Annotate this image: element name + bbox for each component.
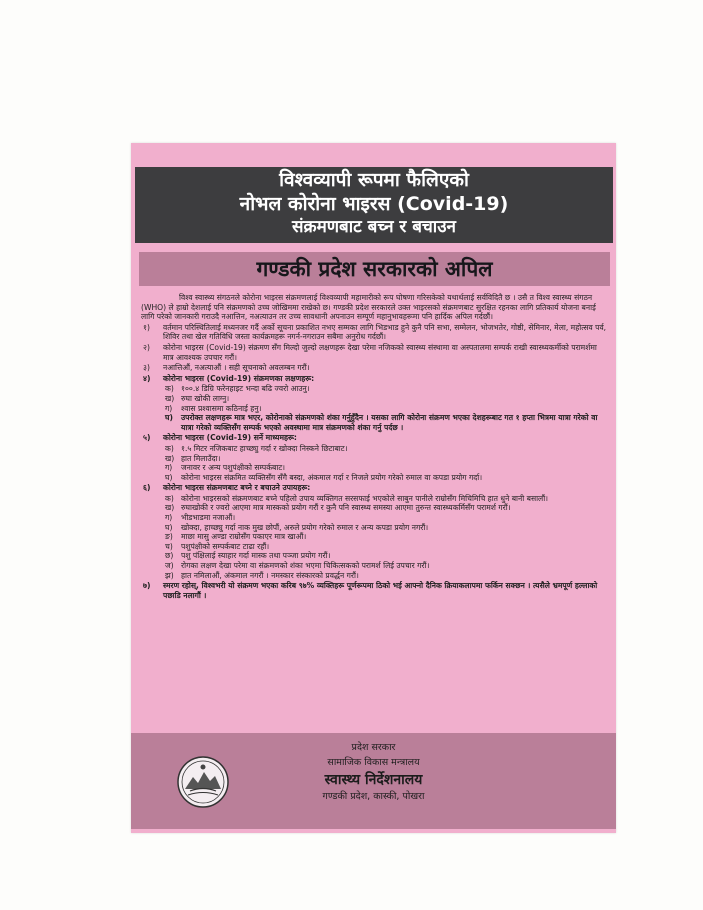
item-marker: घ)	[165, 472, 173, 482]
point-number: ४)	[143, 373, 151, 383]
item-marker: छ)	[165, 551, 174, 561]
point-text: कोरोना भाइरस (Covid-19) सर्ने माध्यमहरू:	[163, 433, 297, 443]
prevention-item	[141, 542, 609, 552]
symptom-item	[141, 404, 609, 414]
item-text: कोरोना भाइरस संक्रमित व्यक्तिसँग सँगै बस्दा, अंकमाल गर्दा र निजले प्रयोग गरेको रुमाल वा कपडा प्रयोग गर्दा।	[181, 472, 483, 482]
item-text: रोगका लक्षण देखा परेमा वा संक्रमणको शंका भएमा चिकित्सकको परामर्श लिई उपचार गरौं।	[181, 561, 430, 571]
item-text: कोरोना भाइरसको संक्रमणबाट बच्ने पहिलो उपाय व्यक्तिगत सरसफाई भएकोले साबुन पानीले राम्रोसँग मिचिमिचि हात धुने बानी बसालौं।	[181, 493, 549, 503]
point-text: नआत्तिऔं, नअत्याऔं । सही सूचनाको अवलम्बन गरौं।	[163, 363, 310, 373]
item-text: पशु पंक्षिलाई स्याहार गर्दा मास्क तथा पञ्जा प्रयोग गरौं।	[181, 551, 331, 561]
item-text: श्वास प्रश्वासमा कठिनाई हनु।	[181, 403, 262, 413]
item-marker: क)	[165, 493, 174, 503]
point-7	[141, 581, 609, 600]
item-text: माछा मासु अण्डा राम्रोसँग पकाएर मात्र खाऔं।	[181, 532, 307, 542]
item-text: जनावर र अन्य पशुपंक्षीको सम्पर्कबाट।	[181, 463, 286, 473]
symptom-item	[141, 413, 609, 432]
item-marker: ज)	[165, 561, 174, 571]
transmission-item	[141, 463, 609, 473]
item-text: भीडभाडमा नजाऔं।	[181, 513, 236, 523]
symptom-item	[141, 394, 609, 404]
item-marker: झ)	[165, 570, 174, 580]
point-number: ७)	[143, 581, 151, 591]
item-marker: ग)	[165, 513, 173, 523]
item-text: उपरोक्त लक्षणहरू मात्र भएर, कोरोनाको संक्रमणको शंका गर्नुहुँदैन । यसका लागि कोरोना संक्रमण भएका देशहरूबाट गत १ हप्ता भित्रमा यात्रा गरेको वा यात्रा गरेको व्यक्तिसँग सम्पर्क भएको अवस्थामा मात्र संक्रमणको शंका गर्नु पर्दछ ।	[181, 413, 598, 432]
item-text: १००.४ डिग्रि फरेनहाइट भन्दा बढि ज्वरो आउनु।	[181, 384, 310, 394]
item-text: खोक्दा, हाच्छ्यु गर्दा नाक मुख छोपौं, अरुले प्रयोग गरेको रुमाल र अन्य कपडा प्रयोग नगरौं।	[181, 522, 429, 532]
symptoms-heading	[141, 374, 609, 384]
prevention-item	[141, 561, 609, 571]
poster	[131, 143, 616, 833]
point-2	[141, 343, 609, 362]
point-text: कोरोना भाइरस संक्रमणबाट बच्ने र बचाउने उपायहरू:	[163, 483, 311, 493]
item-marker: ग)	[165, 403, 173, 413]
prevention-item	[141, 571, 609, 581]
prevention-item	[141, 494, 609, 504]
point-number: ६)	[143, 483, 151, 493]
appeal-title: गण्डकी प्रदेश सरकारको अपिल	[139, 252, 610, 286]
transmission-item	[141, 444, 609, 454]
point-1	[141, 323, 609, 342]
item-text: १.५ मिटर नजिकबाट हाच्छ्यु गर्दा र खोक्दा निस्कने छिटाबाट।	[181, 443, 348, 453]
header-line-1: विश्वव्यापी रूपमा फैलिएको	[279, 169, 469, 191]
item-marker: क)	[165, 443, 174, 453]
prevention-item	[141, 513, 609, 523]
footer-line-4: गण्डकी प्रदेश, कास्की, पोखरा	[322, 791, 425, 802]
item-text: पशुपंक्षीको सम्पर्कबाट टाढा रहौं।	[181, 541, 270, 551]
item-text: हात नमिलाऔं, अंकमाल नगरौं । नमस्कार संस्कारको प्रवर्द्धन गरौं।	[181, 570, 359, 580]
transmission-item	[141, 473, 609, 483]
point-text: वर्तमान परिस्थितिलाई मध्यनजर गर्दै अर्को सूचना प्रकाशित नभए सम्मका लागि भिडभाड हुने कुनै पनि सभा, सम्मेलन, भोजभतेर, गोष्ठी, सेमिनार, मेला, महोत्सव पर्व, शिविर तथा खेल गतिविधि जस्ता कार्यक्रमहरू नगर्न-नगराउन सबैमा अनुरोध गर्दछौं।	[163, 322, 607, 342]
item-marker: ङ)	[165, 532, 173, 542]
item-marker: क)	[165, 384, 174, 394]
item-text: रुघाखोकी र ज्वरो आएमा मात्र मास्कको प्रयोग गरौं र कुनै पनि स्वास्थ्य समस्या आएमा तुरुन्त स्वास्थ्यकर्मिसँग परामर्श गरौं।	[181, 503, 511, 513]
item-marker: ग)	[165, 463, 173, 473]
point-number: १)	[143, 322, 150, 332]
prevention-item	[141, 551, 609, 561]
poster-header	[135, 167, 613, 243]
intro-paragraph: विश्व स्वास्थ्य संगठनले कोरोना भाइरस संक्रमणलाई विश्वव्यापी महामारीको रूप घोषणा गरिसकेको यथार्थलाई सर्वविदितै छ । उसै त विश्व स्वास्थ्य संगठन (WHO) ले हाम्रो देशलाई पनि संक्रमणको उच्च जोखिममा राखेको छ। गण्डकी प्रदेश सरकारले उक्त भाइरसको संक्रमणबाट सुरक्षित रहनका लागि प्रतिकार्य योजना बनाई लागि परेको जानकारी गराउदै नआत्तिन, नअत्याउन तर उच्च सावधानी अपनाउन सम्पूर्ण महानुभावहरूमा पनि हार्दिक अपिल गर्दछौं।	[141, 293, 596, 322]
point-text: कोरोना भाइरस (Covid-19) संक्रमणका लक्षणहरू:	[163, 373, 315, 383]
header-line-2: नोभल कोरोना भाइरस (Covid-19)	[239, 193, 509, 215]
prevention-item	[141, 503, 609, 513]
prevention-item	[141, 532, 609, 542]
symptom-item	[141, 384, 609, 394]
point-text: स्मरण रहोस्, विश्वभरी यो संक्रमण भएका करिब ९७% व्यक्तिहरू पूर्णरूपमा ठिको भई आफ्नो दैनिक क्रियाकलापमा फर्किन सक्छन । त्यसैले भ्रमपूर्ण हल्लाको पछाडि नलागौं ।	[163, 581, 598, 600]
item-marker: च)	[165, 541, 173, 551]
transmission-heading	[141, 433, 609, 443]
point-number: २)	[143, 342, 150, 352]
point-number: ३)	[143, 363, 150, 373]
item-marker: घ)	[165, 413, 173, 423]
header-line-3: संक्रमणबाट बच्न र बचाउन	[292, 217, 456, 237]
point-3	[141, 363, 609, 373]
prevention-heading	[141, 483, 609, 493]
prevention-item	[141, 523, 609, 533]
footer-line-1: प्रदेश सरकार	[351, 742, 396, 753]
item-marker: ख)	[165, 393, 175, 403]
point-number: ५)	[143, 433, 151, 443]
item-text: हात मिलाउँदा।	[181, 453, 221, 463]
transmission-item	[141, 454, 609, 464]
footer-line-3: स्वास्थ्य निर्देशनालय	[324, 772, 423, 788]
government-emblem-icon	[176, 755, 230, 809]
item-text: रुघा खोकी लाग्नु।	[181, 393, 230, 403]
notice-body	[141, 293, 609, 601]
item-marker: ख)	[165, 453, 175, 463]
point-text: कोरोना भाइरस (Covid-19) संक्रमण सँग मिल्दो जुल्दो लक्षणहरू देखा परेमा नजिकको स्वास्थ्य संस्थामा वा अस्पतालमा सम्पर्क राखी स्वास्थ्यकर्मीको परामर्शमा मात्र आवश्यक उपचार गरौं।	[163, 342, 597, 362]
footer-line-2: सामाजिक विकास मन्त्रालय	[327, 757, 420, 768]
item-marker: घ)	[165, 522, 173, 532]
item-marker: ख)	[165, 503, 175, 513]
